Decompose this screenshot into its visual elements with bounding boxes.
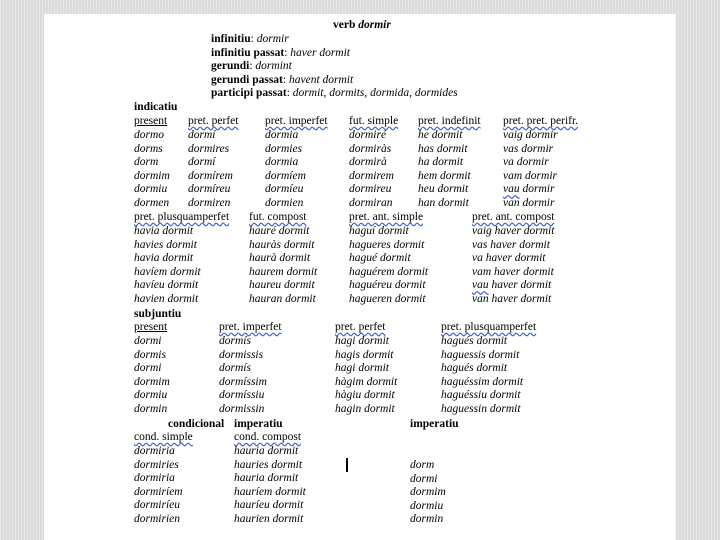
- subjuntiu-cell: dormi: [134, 335, 162, 347]
- subjuntiu-cell: hàgim dormit: [335, 375, 398, 388]
- indicatiu-1-cell: dormires: [188, 142, 230, 155]
- indicatiu-1-cell: dorms: [134, 142, 163, 155]
- indicatiu-1-cell: han dormit: [418, 197, 469, 209]
- imperatiu-cell: dorm: [410, 459, 435, 471]
- indicatiu-2-cell: havies dormit: [134, 238, 197, 251]
- condicional-cell: hauria dormit: [234, 445, 299, 457]
- indicatiu-2-cell: haurem dormit: [249, 265, 318, 278]
- condicional-cell: hauria dormit: [234, 472, 299, 485]
- indicatiu-2-cell: hagueres dormit: [349, 238, 425, 251]
- indicatiu-2-cell: haguérem dormit: [349, 265, 429, 278]
- imperatiu-cell: dormin: [410, 513, 444, 526]
- form-label: gerundi: [211, 60, 250, 73]
- subjuntiu-cell: hagi dormit: [335, 362, 389, 375]
- subjuntiu-cell: haguessis dormit: [441, 348, 520, 361]
- subjuntiu-cell: hagi dormit: [335, 335, 389, 347]
- condicional-cell: dormiries: [134, 458, 179, 471]
- subjuntiu-cell: hagués dormit: [441, 335, 508, 347]
- condicional-cell: dormiria: [134, 445, 175, 457]
- form-label: infinitiu: [211, 33, 251, 45]
- indicatiu-2-cell: hauràs dormit: [249, 238, 315, 251]
- indicatiu-1-cell: has dormit: [418, 142, 468, 155]
- indicatiu-1-cell: dormíreu: [188, 183, 231, 196]
- indicatiu-1-cell: dormirem: [349, 169, 394, 182]
- indicatiu-2-header: pret. ant. simple: [349, 211, 424, 223]
- indicatiu-2-cell: haguéreu dormit: [349, 279, 426, 292]
- condicional-header: cond. simple: [134, 431, 193, 443]
- indicatiu-1-header: fut. simple: [349, 115, 399, 127]
- section-imperatiu-right: imperatiu: [410, 418, 459, 430]
- indicatiu-1-cell: va dormir: [503, 156, 549, 169]
- indicatiu-1-cell: ha dormit: [418, 156, 464, 169]
- indicatiu-2-cell: haguí dormit: [349, 225, 409, 237]
- form-value: dormir: [256, 33, 289, 45]
- form-value: dormit, dormits, dormida, dormides: [292, 87, 458, 100]
- indicatiu-1-header: pret. pret. perifr.: [503, 115, 579, 127]
- indicatiu-1-cell: dormo: [134, 129, 165, 141]
- indicatiu-2-cell: van haver dormit: [472, 293, 552, 305]
- imperatiu-cell: dormiu: [410, 499, 444, 512]
- indicatiu-1-cell: dormia: [265, 156, 299, 169]
- indicatiu-1-cell: dormirà: [349, 156, 387, 169]
- indicatiu-2-cell: va haver dormit: [472, 252, 546, 265]
- section-imperatiu-left: imperatiu: [234, 418, 283, 430]
- indicatiu-2-cell: havia dormit: [134, 252, 194, 265]
- subjuntiu-cell: dormiu: [134, 389, 168, 402]
- section-condicional: condicional: [168, 418, 225, 430]
- indicatiu-1-cell: dormiren: [188, 197, 231, 209]
- indicatiu-1-header: pret. perfet: [188, 115, 239, 127]
- subjuntiu-cell: hàgiu dormit: [335, 389, 395, 402]
- subjuntiu-cell: haguessin dormit: [441, 403, 521, 415]
- indicatiu-2-header: pret. ant. compost: [472, 211, 555, 223]
- indicatiu-2-cell: hagué dormit: [349, 252, 411, 265]
- form-label: gerundi passat: [211, 73, 283, 86]
- subjuntiu-header: pret. perfet: [335, 321, 386, 333]
- subjuntiu-cell: haguéssiu dormit: [441, 389, 521, 402]
- indicatiu-1-cell: dormiràs: [349, 142, 392, 155]
- indicatiu-1-cell: dormiran: [349, 197, 393, 209]
- document-page: [44, 14, 676, 540]
- page-title: [333, 19, 391, 32]
- text-cursor: [346, 458, 348, 472]
- indicatiu-1-header: present: [134, 115, 168, 127]
- form-label: participi passat: [211, 87, 287, 100]
- form-value: havent dormit: [288, 73, 354, 86]
- indicatiu-1-cell: dormim: [134, 169, 170, 182]
- subjuntiu-cell: hagin dormit: [335, 403, 395, 415]
- subjuntiu-cell: hagués dormit: [441, 362, 508, 375]
- form-row: gerundi passat: havent dormit: [211, 73, 354, 86]
- condicional-cell: hauries dormit: [234, 458, 303, 471]
- title-verb: dormir: [358, 19, 391, 31]
- indicatiu-2-cell: vaig haver dormit: [472, 225, 555, 237]
- section-indicatiu: indicatiu: [134, 101, 178, 113]
- indicatiu-2-cell: haureu dormit: [249, 279, 315, 292]
- indicatiu-2-header: pret. plusquamperfet: [134, 211, 230, 223]
- form-row: gerundi: dormint: [211, 60, 292, 73]
- indicatiu-1-cell: vam dormir: [503, 169, 557, 182]
- indicatiu-2-cell: havia dormit: [134, 225, 194, 237]
- title-prefix: verb: [333, 19, 359, 31]
- condicional-header: cond. compost: [234, 431, 302, 443]
- indicatiu-1-cell: he dormit: [418, 129, 463, 141]
- subjuntiu-cell: dormi: [134, 362, 162, 375]
- indicatiu-1-cell: dormírem: [188, 169, 233, 182]
- indicatiu-1-header: pret. imperfet: [265, 115, 328, 127]
- indicatiu-2-cell: hagueren dormit: [349, 293, 426, 305]
- indicatiu-1-cell: dormí: [188, 156, 216, 169]
- indicatiu-1-cell: heu dormit: [418, 183, 469, 196]
- subjuntiu-cell: dormíssim: [219, 375, 267, 388]
- condicional-cell: dormiríem: [134, 485, 183, 498]
- indicatiu-2-cell: vas haver dormit: [472, 238, 550, 251]
- indicatiu-1-cell: vaig dormir: [503, 129, 558, 141]
- subjuntiu-cell: haguéssim dormit: [441, 375, 524, 388]
- indicatiu-1-cell: dormí: [188, 129, 216, 141]
- form-value: dormint: [255, 60, 292, 73]
- subjuntiu-cell: dormissis: [219, 348, 264, 361]
- imperatiu-cell: dormi: [410, 472, 438, 485]
- subjuntiu-cell: dormís: [219, 362, 251, 375]
- condicional-cell: dormirien: [134, 513, 180, 525]
- indicatiu-1-header: pret. indefinit: [418, 115, 481, 127]
- indicatiu-1-cell: dormia: [265, 129, 299, 141]
- condicional-cell: dormiria: [134, 472, 175, 485]
- indicatiu-1-cell: dormireu: [349, 183, 392, 196]
- indicatiu-1-cell: dormíeu: [265, 183, 304, 196]
- indicatiu-2-cell: havíem dormit: [134, 265, 201, 278]
- indicatiu-2-cell: hauré dormit: [249, 225, 310, 237]
- form-row: infinitiu: dormir: [211, 33, 289, 45]
- indicatiu-1-cell: van dormir: [503, 197, 555, 209]
- condicional-cell: haurien dormit: [234, 513, 304, 525]
- indicatiu-1-cell: dormíem: [265, 169, 306, 182]
- section-subjuntiu: subjuntiu: [134, 308, 182, 320]
- condicional-cell: hauríeu dormit: [234, 499, 304, 512]
- indicatiu-2-header: fut. compost: [249, 211, 307, 223]
- indicatiu-1-cell: dormien: [265, 197, 304, 209]
- subjuntiu-cell: dormim: [134, 375, 170, 388]
- subjuntiu-cell: dormissin: [219, 403, 265, 415]
- indicatiu-1-cell: dorm: [134, 156, 159, 169]
- indicatiu-2-cell: vau haver dormit: [472, 279, 552, 292]
- form-label: infinitiu passat: [211, 46, 285, 59]
- indicatiu-1-cell: dormiu: [134, 183, 168, 196]
- indicatiu-1-cell: vau dormir: [503, 183, 555, 196]
- indicatiu-2-cell: haurà dormit: [249, 252, 311, 265]
- form-value: haver dormit: [290, 46, 350, 59]
- indicatiu-1-cell: dormies: [265, 142, 303, 155]
- form-row: participi passat: dormit, dormits, dormida, dormides: [211, 87, 458, 100]
- subjuntiu-cell: dormis: [134, 348, 166, 361]
- indicatiu-1-cell: dormen: [134, 197, 170, 209]
- indicatiu-2-cell: havíeu dormit: [134, 279, 199, 292]
- imperatiu-cell: dormim: [410, 486, 446, 499]
- subjuntiu-cell: dormíssiu: [219, 389, 265, 402]
- subjuntiu-header: present: [134, 321, 168, 333]
- condicional-cell: hauríem dormit: [234, 485, 306, 498]
- indicatiu-1-cell: hem dormit: [418, 169, 471, 182]
- subjuntiu-header: pret. imperfet: [219, 321, 282, 333]
- indicatiu-2-cell: havien dormit: [134, 293, 199, 305]
- subjuntiu-header: pret. plusquamperfet: [441, 321, 537, 333]
- subjuntiu-cell: dormís: [219, 335, 251, 347]
- indicatiu-2-cell: hauran dormit: [249, 293, 316, 305]
- subjuntiu-cell: dormin: [134, 403, 168, 415]
- condicional-cell: dormiríeu: [134, 499, 180, 512]
- indicatiu-1-cell: dormiré: [349, 129, 387, 141]
- form-row: infinitiu passat: haver dormit: [211, 46, 350, 59]
- indicatiu-2-cell: vam haver dormit: [472, 265, 554, 278]
- indicatiu-1-cell: vas dormir: [503, 142, 554, 155]
- subjuntiu-cell: hagis dormit: [335, 348, 394, 361]
